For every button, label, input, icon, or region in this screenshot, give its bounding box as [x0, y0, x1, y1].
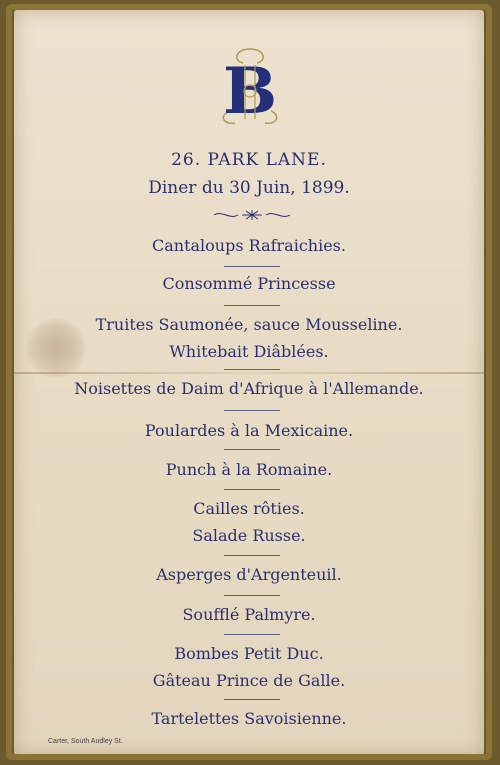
menu-course-item: Cailles rôties. — [193, 499, 305, 518]
flourish-ornament — [212, 208, 292, 222]
menu-course-item: Whitebait Diâblées. — [169, 342, 329, 361]
address-line: 26. PARK LANE. — [171, 150, 327, 170]
course-divider — [224, 449, 280, 450]
menu-course-item: Tartelettes Savoisienne. — [151, 709, 347, 728]
monogram-letter: B — [222, 54, 278, 129]
menu-course-item: Consommé Princesse — [162, 274, 336, 293]
menu-course-item: Asperges d'Argenteuil. — [156, 565, 342, 584]
menu-course-item: Punch à la Romaine. — [165, 460, 333, 479]
course-divider — [224, 305, 280, 306]
course-divider — [224, 266, 280, 267]
menu-course-item: Noisettes de Daim d'Afrique à l'Allemande. — [74, 379, 424, 398]
menu-course-item: Bombes Petit Duc. — [174, 644, 324, 663]
course-divider — [224, 595, 280, 596]
course-divider — [224, 634, 280, 635]
menu-course-item: Truites Saumonée, sauce Mousseline. — [95, 315, 403, 334]
course-divider — [224, 410, 280, 411]
menu-course-item: Salade Russe. — [192, 526, 306, 545]
dinner-date: Diner du 30 Juin, 1899. — [148, 178, 350, 198]
menu-course-item: Soufflé Palmyre. — [182, 605, 316, 624]
menu-course-item: Gâteau Prince de Galle. — [152, 671, 346, 690]
menu-course-item: Poulardes à la Mexicaine. — [144, 421, 354, 440]
course-divider — [224, 489, 280, 490]
fold-crease — [14, 372, 484, 374]
course-divider — [224, 699, 280, 700]
course-divider — [224, 369, 280, 370]
monogram-logo — [205, 45, 295, 130]
menu-course-item: Cantaloups Rafraichies. — [152, 236, 346, 255]
course-divider — [224, 555, 280, 556]
printer-credit: Carter, South Audley St. — [48, 738, 123, 745]
